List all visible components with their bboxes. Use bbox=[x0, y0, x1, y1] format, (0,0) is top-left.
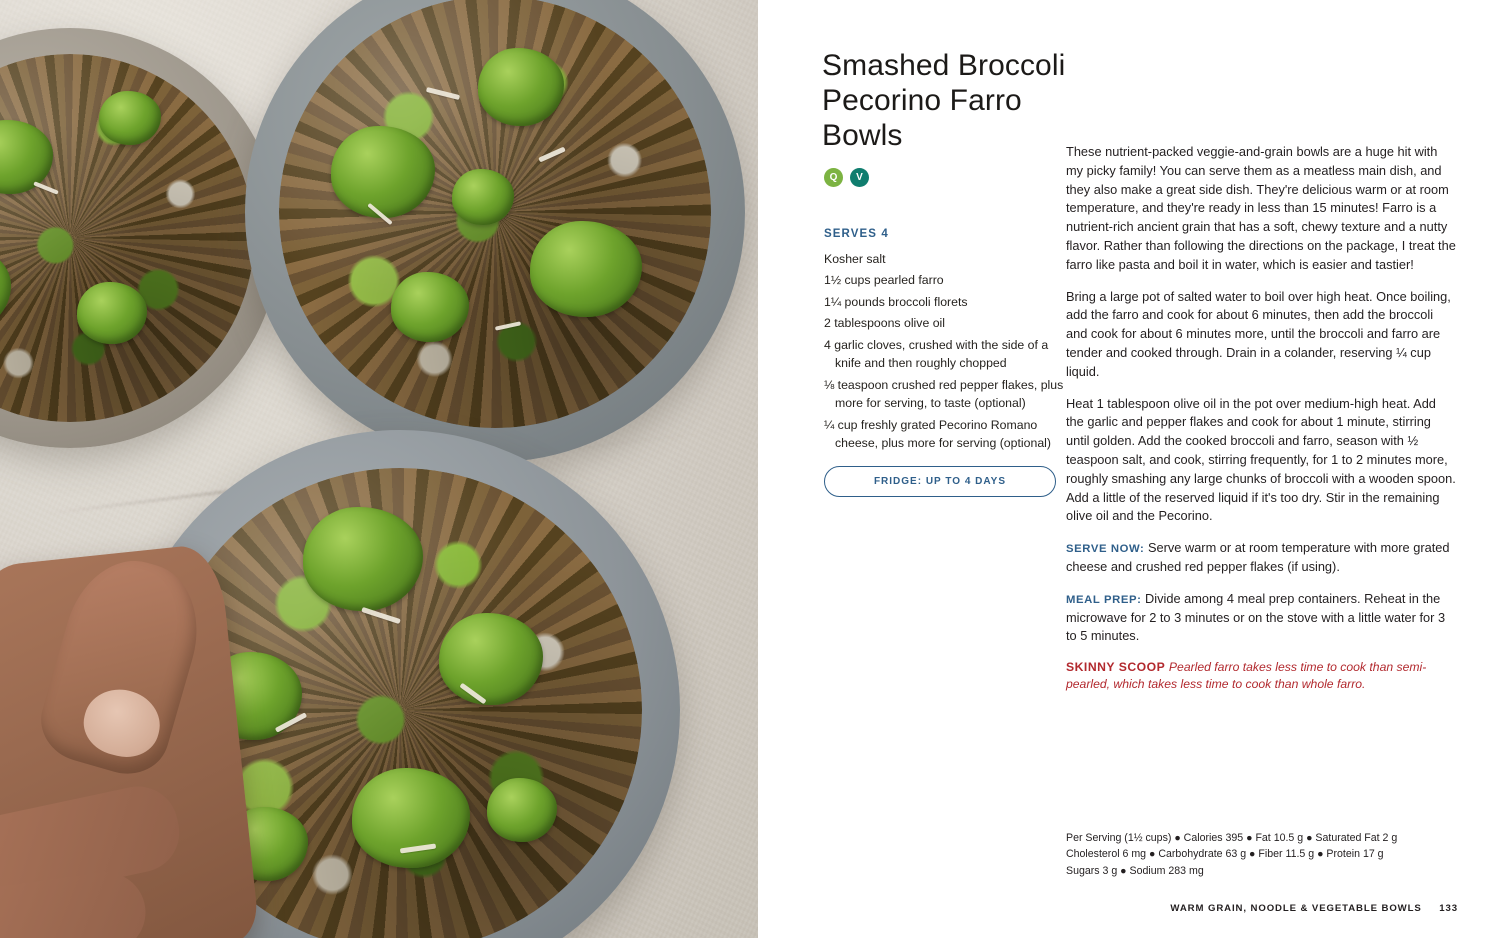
quick-badge: Q bbox=[824, 168, 843, 187]
list-item: ¼ cup freshly grated Pecorino Romano cheese, plus more for serving (optional) bbox=[824, 417, 1051, 450]
serves-label: SERVES 4 bbox=[824, 228, 889, 240]
nutrition-info bbox=[1066, 830, 1466, 879]
ingredients-list bbox=[824, 250, 1074, 455]
broccoli-floret bbox=[439, 613, 543, 705]
recipe-body bbox=[1066, 143, 1456, 706]
storage-badge: FRIDGE: UP TO 4 DAYS bbox=[824, 466, 1056, 497]
nutrition-line: Per Serving (1½ cups) ● Calories 395 ● Fat 10.5 g ● Saturated Fat 2 g bbox=[1066, 832, 1398, 844]
meal-prep-label: MEAL PREP: bbox=[1066, 593, 1142, 606]
skinny-scoop-label: SKINNY SCOOP bbox=[1066, 660, 1169, 675]
list-item: ⅛ teaspoon crushed red pepper flakes, plus more for serving, to taste (optional) bbox=[824, 377, 1064, 411]
list-item: 1¼ pounds broccoli florets bbox=[824, 294, 968, 309]
bowl-top-left bbox=[0, 28, 280, 448]
meal-prep-paragraph bbox=[1066, 590, 1456, 646]
list-item: 4 garlic cloves, crushed with the side of a knife and then roughly chopped bbox=[824, 337, 1049, 371]
page-title: Smashed Broccoli Pecorino Farro Bowls bbox=[822, 49, 1066, 153]
broccoli-floret bbox=[487, 778, 557, 842]
broccoli-floret bbox=[352, 768, 470, 868]
bowl-contents bbox=[279, 0, 711, 428]
nutrition-line: Cholesterol 6 mg ● Carbohydrate 63 g ● Fiber 11.5 g ● Protein 17 g bbox=[1066, 848, 1384, 861]
skinny-scoop-text: Pearled farro takes less time to cook than semi-pearled, which takes less time to cook than whole farro. bbox=[1066, 660, 1427, 692]
serve-now-text: Serve warm or at room temperature with more grated cheese and crushed red pepper flakes (if using). bbox=[1066, 540, 1450, 574]
broccoli-floret bbox=[452, 169, 514, 225]
page-number: 133 bbox=[1439, 903, 1458, 914]
serve-now-label: SERVE NOW: bbox=[1066, 543, 1145, 556]
bowl-top-right bbox=[245, 0, 745, 462]
bowl-contents bbox=[0, 54, 254, 422]
recipe-badges bbox=[824, 168, 869, 187]
broccoli-floret bbox=[530, 221, 642, 317]
nutrition-line: Sugars 3 g ● Sodium 283 mg bbox=[1066, 864, 1204, 877]
skinny-scoop bbox=[1066, 659, 1456, 693]
serve-now-paragraph bbox=[1066, 539, 1456, 577]
list-item: 1½ cups pearled farro bbox=[824, 273, 944, 288]
step-paragraph: Heat 1 tablespoon olive oil in the pot over medium-high heat. Add the garlic and pepper flakes and cook for about 1 minute, stirring until golden. Add the cooked broccoli and farro, season with ½ teaspoon salt, and cook, stirring frequently, for 1 to 2 minutes more, roughly smashing any large chunks of broccoli with a wooden spoon. Add a little of the reserved liquid if it's too dry. Stir in the remaining olive oil and the Pecorino. bbox=[1066, 395, 1456, 524]
intro-paragraph: These nutrient-packed veggie-and-grain bowls are a huge hit with my picky family! You can serve them as a meatless main dish, and they also make a great side dish. They're delicious warm or at room temperature, and they're ready in less than 15 minutes! Farro is a nutrient-rich ancient grain that has a soft, chewy texture and a nutty flavor. Rather than following the directions on the package, I treat the farro like pasta and boil it in water, which is easier and tastier! bbox=[1066, 144, 1456, 272]
chapter-title: WARM GRAIN, NOODLE & VEGETABLE BOWLS bbox=[1170, 903, 1422, 914]
meal-prep-text: Divide among 4 meal prep containers. Reheat in the microwave for 2 to 3 minutes or on the stove with a little water for 3 to 5 minutes. bbox=[1066, 590, 1446, 644]
list-item: 2 tablespoons olive oil bbox=[824, 316, 945, 331]
broccoli-floret bbox=[478, 48, 564, 126]
vegetarian-badge: V bbox=[850, 168, 869, 187]
broccoli-floret bbox=[303, 507, 423, 611]
list-item: Kosher salt bbox=[824, 252, 886, 266]
step-paragraph: Bring a large pot of salted water to boil over high heat. Once boiling, add the farro and cook for about 6 minutes, then add the broccoli and cook for about 6 minutes more, until the broccoli and farro are tender and cooked through. Drain in a colander, reserving ¼ cup liquid. bbox=[1066, 288, 1451, 379]
recipe-text-page bbox=[758, 0, 1500, 938]
page-footer bbox=[1170, 903, 1458, 914]
broccoli-floret bbox=[331, 126, 435, 218]
